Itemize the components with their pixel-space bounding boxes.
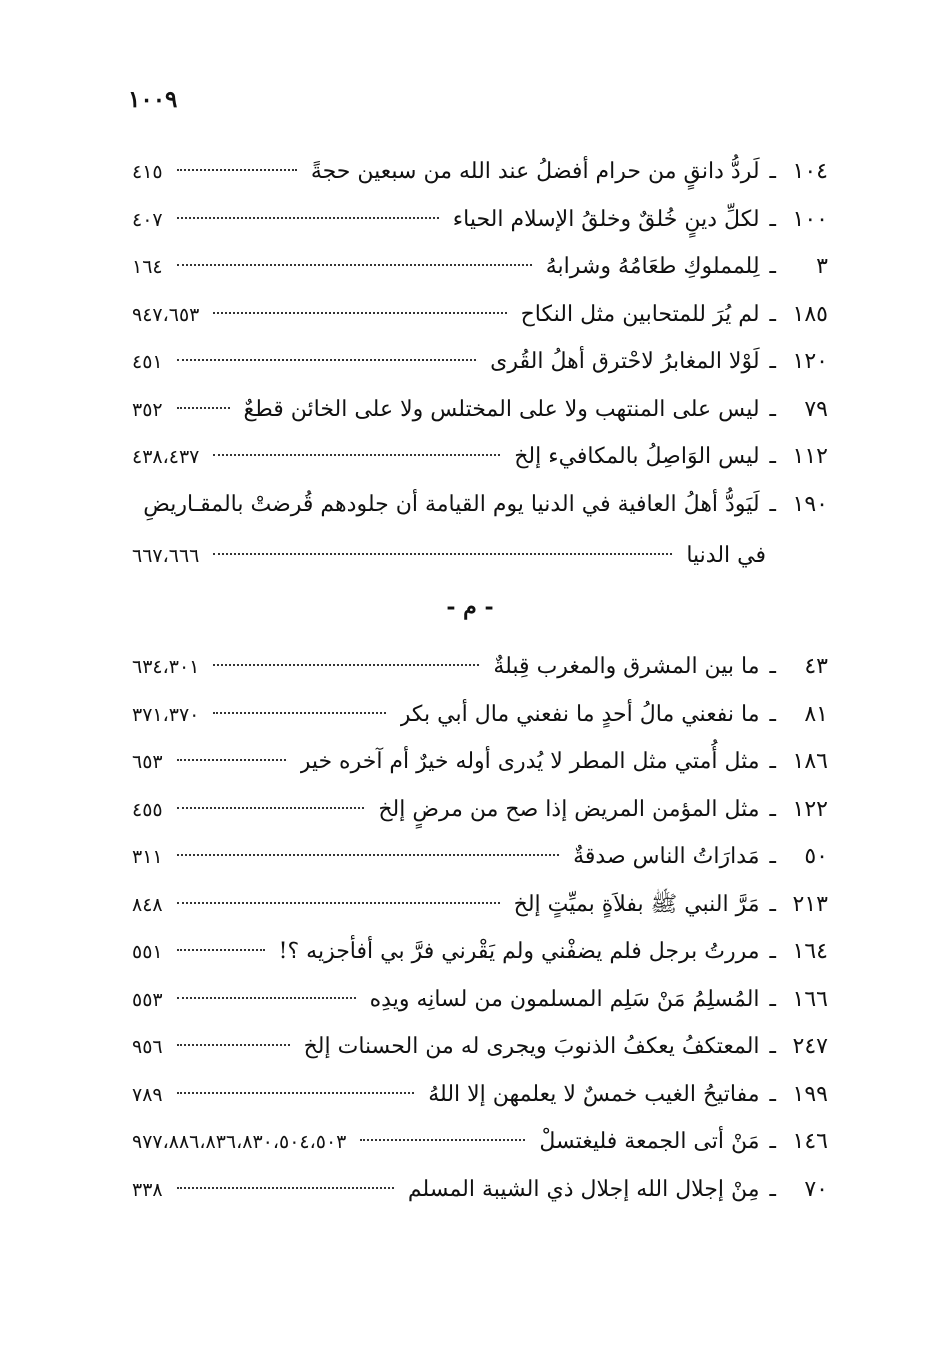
entry-separator: ـ xyxy=(769,939,776,964)
entry-separator: ـ xyxy=(769,749,776,774)
entry-text: المُسلِمُ مَنْ سَلِم المسلمون من لسانِه ويدِه xyxy=(369,986,760,1012)
dot-leader xyxy=(177,1187,394,1189)
dot-leader xyxy=(177,854,559,856)
entry-pages: ٩٤٧،٦٥٣ xyxy=(132,303,200,326)
entry-text: مررتُ برجل فلم يضفْني ولم يَقْرني فرَّ بي أفأجزيه ؟! xyxy=(278,939,760,964)
entry-separator: ـ xyxy=(769,844,776,869)
entry-number: ١٦٦ xyxy=(792,986,828,1012)
entry-text: في الدنيا xyxy=(686,543,766,568)
entry-number: ١٤٦ xyxy=(792,1129,828,1154)
entry-number: ١٨٦ xyxy=(792,749,828,774)
dot-leader xyxy=(177,949,265,951)
entry-pages: ٣٣٨ xyxy=(132,1178,163,1201)
entry-separator: ـ xyxy=(769,444,776,469)
entry-text: مثل المؤمن المريض إذا صح من مرضٍ إلخ xyxy=(378,796,760,822)
entry-pages: ٩٥٦ xyxy=(132,1036,163,1058)
index-entry xyxy=(132,833,828,881)
entry-number: ١٩٩ xyxy=(792,1081,828,1107)
entry-number: ٢٤٧ xyxy=(792,1034,828,1059)
entry-number: ٢١٣ xyxy=(792,891,828,917)
entry-text: مفاتيحُ الغيب خمسٌ لا يعلمهن إلا اللهُ xyxy=(428,1081,760,1107)
entry-text: لم يُرَ للمتحابين مثل النكاح xyxy=(520,301,760,327)
index-entry xyxy=(132,881,828,929)
entry-pages: ٧٨٩ xyxy=(132,1083,163,1106)
entry-number: ١٨٥ xyxy=(792,301,828,327)
entry-number: ٣ xyxy=(816,254,828,279)
entry-pages: ٤٠٧ xyxy=(132,208,163,231)
entry-number: ١٠٤ xyxy=(792,159,828,184)
entry-separator: ـ xyxy=(769,1176,776,1202)
entry-pages: ١٦٤ xyxy=(132,256,163,278)
entry-pages: ٤٥١ xyxy=(132,351,163,373)
entry-separator: ـ xyxy=(769,159,776,184)
entry-number: ٨١ xyxy=(804,701,828,727)
entry-separator: ـ xyxy=(769,796,776,822)
entry-text: لِلمملوكِ طعَامُهُ وشرابهُ xyxy=(545,254,760,279)
entry-number: ١١٢ xyxy=(792,444,828,469)
entry-separator: ـ xyxy=(769,1034,776,1059)
entry-text: لكلِّ دينٍ خُلقٌ وخلقُ الإسلام الحياء xyxy=(452,206,760,232)
entry-number: ١٢٠ xyxy=(792,349,828,374)
index-entry xyxy=(132,643,828,691)
entry-number: ٧٠ xyxy=(804,1176,828,1202)
index-entry xyxy=(132,196,828,244)
entry-pages: ٦٣٤،٣٠١ xyxy=(132,656,200,678)
entry-text: ما نفعني مالُ أحدٍ ما نفعني مال أبي بكر xyxy=(399,701,760,727)
dot-leader xyxy=(213,312,506,314)
dot-leader xyxy=(177,807,365,809)
dot-leader xyxy=(213,553,672,555)
index-entry xyxy=(132,386,828,434)
entry-separator: ـ xyxy=(769,301,776,327)
entry-number: ١٠٠ xyxy=(792,206,828,232)
page-number: ١٠٠٩ xyxy=(128,86,178,113)
letter-heading-mim: - م - xyxy=(446,594,494,620)
entry-text: مثل أُمتي مثل المطر لا يُدرى أوله خيرٌ أم آخره خير xyxy=(299,749,760,774)
dot-leader xyxy=(177,169,297,171)
dot-leader xyxy=(177,902,500,904)
index-entry xyxy=(132,976,828,1024)
dot-leader xyxy=(177,1044,290,1046)
index-section-lam xyxy=(132,148,828,580)
dot-leader xyxy=(177,217,439,219)
entry-pages: ٣١١ xyxy=(132,846,163,868)
entry-separator: ـ xyxy=(769,986,776,1012)
dot-leader xyxy=(177,759,286,761)
entry-number: ٥٠ xyxy=(804,844,828,869)
entry-separator: ـ xyxy=(769,654,776,679)
index-entry xyxy=(132,291,828,339)
entry-pages: ٩٧٧،٨٨٦،٨٣٦،٨٣٠،٥٠٤،٥٠٣ xyxy=(132,1131,347,1153)
entry-text: لَردُّ دانقٍ من حرام أفضلُ عند الله من سبعين حجةً xyxy=(310,159,760,184)
entry-separator: ـ xyxy=(769,891,776,917)
index-entry xyxy=(132,738,828,786)
entry-text: لَوْلا المغابرُ لاحْترق أهلُ القُرى xyxy=(490,349,760,374)
entry-pages: ٥٥٣ xyxy=(132,988,163,1011)
index-entry xyxy=(132,481,828,529)
entry-pages: ٤١٥ xyxy=(132,161,163,183)
entry-pages: ٣٧١،٣٧٠ xyxy=(132,703,200,726)
entry-text: مَنْ أتى الجمعة فليغتسلْ xyxy=(539,1129,760,1154)
entry-text: ليس الوَاصِلُ بالمكافيء إلخ xyxy=(514,444,760,469)
entry-pages: ٨٤٨ xyxy=(132,893,163,916)
entry-separator: ـ xyxy=(769,396,776,422)
entry-pages: ٦٥٣ xyxy=(132,751,163,773)
dot-leader xyxy=(177,1092,415,1094)
entry-number: ٧٩ xyxy=(804,396,828,422)
entry-pages: ٤٥٥ xyxy=(132,798,163,821)
dot-leader xyxy=(177,407,230,409)
index-entry-continuation xyxy=(132,532,828,580)
entry-number: ١٩٠ xyxy=(792,491,828,517)
entry-text: مَدارَاتُ الناس صدقةٌ xyxy=(573,844,760,869)
index-entry xyxy=(132,691,828,739)
entry-text: المعتكفُ يعكفُ الذنوبَ ويجرى له من الحسنات إلخ xyxy=(303,1034,760,1059)
dot-leader xyxy=(360,1139,525,1141)
dot-leader xyxy=(213,712,385,714)
dot-leader xyxy=(213,664,479,666)
entry-text: لَيَودُّ أهلُ العافية في الدنيا يوم القيامة أن جلودهم قُرضتْ بالمقـاريضِ xyxy=(143,491,760,517)
entry-text: مِنْ إجلال الله إجلال ذي الشيبة المسلم xyxy=(407,1176,760,1202)
entry-pages: ٣٥٢ xyxy=(132,398,163,421)
index-entry xyxy=(132,1118,828,1166)
index-entry xyxy=(132,1071,828,1119)
index-entry xyxy=(132,148,828,196)
entry-pages: ٥٥١ xyxy=(132,941,163,963)
index-entry xyxy=(132,338,828,386)
entry-text: مَرَّ النبي ﷺ بفلاَةٍ بميِّتٍ إلخ xyxy=(513,891,760,917)
entry-separator: ـ xyxy=(769,1081,776,1107)
entry-separator: ـ xyxy=(769,254,776,279)
index-entry xyxy=(132,1023,828,1071)
entry-text: ما بين المشرق والمغرب قِبلةٌ xyxy=(493,654,760,679)
entry-separator: ـ xyxy=(769,1129,776,1154)
index-entry xyxy=(132,433,828,481)
entry-text: ليس على المنتهب ولا على المختلس ولا على الخائن قطعٌ xyxy=(243,396,760,422)
index-entry xyxy=(132,786,828,834)
entry-pages: ٦٦٧،٦٦٦ xyxy=(132,545,200,567)
entry-number: ٤٣ xyxy=(804,654,828,679)
entry-separator: ـ xyxy=(769,701,776,727)
entry-number: ١٦٤ xyxy=(792,939,828,964)
dot-leader xyxy=(177,264,532,266)
entry-pages: ٤٣٨،٤٣٧ xyxy=(132,446,200,468)
dot-leader xyxy=(177,359,477,361)
index-entry xyxy=(132,243,828,291)
dot-leader xyxy=(177,997,356,999)
dot-leader xyxy=(213,454,500,456)
index-entry xyxy=(132,1166,828,1214)
entry-separator: ـ xyxy=(769,491,776,517)
entry-separator: ـ xyxy=(769,206,776,232)
index-section-mim xyxy=(132,643,828,1213)
entry-number: ١٢٢ xyxy=(792,796,828,822)
entry-separator: ـ xyxy=(769,349,776,374)
index-entry xyxy=(132,928,828,976)
